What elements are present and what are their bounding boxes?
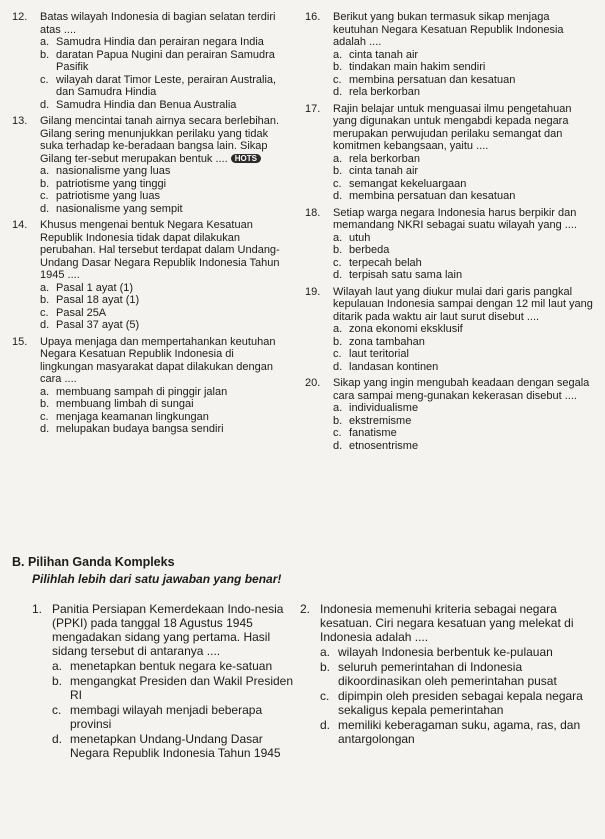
section-b-header (12, 556, 592, 593)
question-number: 18. (305, 206, 321, 219)
option[interactable]: a. Samudra Hindia dan perairan negara India (40, 36, 264, 48)
option[interactable]: a. cinta tanah air (333, 48, 419, 61)
question-number: 15. (12, 335, 28, 348)
hots-badge: HOTS (231, 154, 261, 163)
option[interactable]: b. mengangkat Presiden dan Wakil Presiden RI (52, 674, 294, 702)
question-number: 12. (12, 11, 28, 23)
question-text: Setiap warga negara Indonesia harus berpikir dan memandang NKRI sebagai suatu wilayah yang .... (333, 206, 577, 231)
option[interactable]: d. Samudra Hindia dan Benua Australia (40, 98, 237, 111)
option[interactable]: d. melupakan budaya bangsa sendiri (40, 423, 224, 435)
question-17 (305, 103, 595, 203)
option[interactable]: c. laut teritorial (333, 348, 409, 360)
option[interactable]: d. nasionalisme yang sempit (40, 202, 183, 215)
option[interactable]: b. daratan Papua Nugini dan perairan Samudra Pasifik (40, 48, 275, 73)
option[interactable]: a. wilayah Indonesia berbentuk ke-pulauan (320, 645, 553, 659)
option[interactable]: b. zona tambahan (333, 335, 425, 348)
option[interactable]: b. Pasal 18 ayat (1) (40, 294, 140, 306)
question-number: 20. (305, 377, 321, 389)
option[interactable]: b. berbeda (333, 244, 390, 256)
question-text: Sikap yang ingin mengubah keadaan dengan segala cara sampai meng-gunakan kekerasan disebut .... (333, 377, 590, 402)
question-number: 19. (305, 285, 321, 298)
question-text: Indonesia memenuhi kriteria sebagai negara kesatuan. Ciri negara kesatuan yang melekat di Indonesia adalah .... (320, 602, 574, 644)
question-13 (12, 115, 282, 215)
question-text: Berikut yang bukan termasuk sikap menjaga keutuhan Negara Kesatuan Republik Indonesia adalah .... (333, 11, 564, 48)
option[interactable]: d. terpisah satu sama lain (333, 269, 463, 281)
option[interactable]: c. patriotisme yang luas (40, 190, 160, 202)
option[interactable]: d. membina persatuan dan kesatuan (333, 190, 516, 202)
option[interactable]: d. rela berkorban (333, 86, 420, 98)
left-column (12, 11, 282, 440)
option[interactable]: b. patriotisme yang tinggi (40, 177, 167, 190)
option[interactable]: a. utuh (333, 231, 371, 244)
question-16 (305, 11, 595, 99)
option[interactable]: a. membuang sampah di pinggir jalan (40, 385, 228, 398)
option[interactable]: c. fanatisme (333, 427, 397, 439)
option[interactable]: c. membagi wilayah menjadi beberapa provinsi (52, 703, 263, 731)
question-text: Gilang mencintai tanah airnya secara berlebihan. Gilang sering menunjukkan perilaku yang tidak suka terhadap ke-beradaan bangsa lain. Sikap Gilang ter-sebut merupakan bentuk .... (40, 115, 280, 165)
question-number: 13. (12, 115, 28, 127)
question-text: Wilayah laut yang diukur mulai dari garis pangkal kepulauan Indonesia sampai dengan 12 mil laut yang ditarik pada waktu air laut surut disebut .... (333, 285, 593, 323)
option[interactable]: c. membina persatuan dan kesatuan (333, 73, 516, 86)
option[interactable]: c. terpecah belah (333, 256, 422, 269)
option[interactable]: c. dipimpin oleh presiden sebagai kepala negara sekaligus kepala pemerintahan (320, 689, 583, 717)
question-text: Panitia Persiapan Kemerdekaan Indo-nesia (PPKI) pada tanggal 18 Agustus 1945 mengadakan sidang yang pertama. Hasil sidang tersebut di antaranya .... (52, 602, 284, 658)
question-number: 16. (305, 11, 321, 23)
option[interactable]: b. membuang limbah di sungai (40, 398, 194, 410)
option[interactable]: b. seluruh pemerintahan di Indonesia dikoordinasikan oleh pemerintahan pusat (320, 660, 557, 688)
section-title: B. Pilihan Ganda Kompleks (12, 555, 175, 569)
option[interactable]: b. ekstremisme (333, 414, 412, 427)
question-text: Rajin belajar untuk menguasai ilmu pengetahuan yang digunakan untuk mengabdi kepada negara merupakan perwujudan perilaku semangat dan komitmen kebangsaan, yaitu .... (333, 102, 572, 152)
option[interactable]: a. nasionalisme yang luas (40, 165, 171, 177)
question-15 (12, 336, 282, 436)
option[interactable]: d. landasan kontinen (333, 360, 439, 373)
right-column (305, 11, 595, 456)
question-20 (305, 377, 595, 452)
option[interactable]: a. zona ekonomi eksklusif (333, 323, 463, 335)
question-12 (12, 11, 282, 111)
question-number: 14. (12, 219, 28, 231)
option[interactable]: c. Pasal 25A (40, 306, 107, 319)
option[interactable]: d. Pasal 37 ayat (5) (40, 319, 140, 331)
complex-question-2 (300, 602, 595, 747)
option[interactable]: a. individualisme (333, 402, 419, 414)
section-instruction: Pilihlah lebih dari satu jawaban yang benar! (32, 571, 282, 586)
option[interactable]: b. cinta tanah air (333, 165, 419, 177)
question-text: Khusus mengenai bentuk Negara Kesatuan Republik Indonesia tidak dapat dilakukan perubahan. Hal tersebut terdapat dalam Undang-Undang Dasar Negara Republik Indonesia Tahun 1945 .... (40, 219, 280, 281)
question-text: Upaya menjaga dan mempertahankan keutuhan Negara Kesatuan Republik Indonesia di lingkungan masyarakat dapat dilakukan dengan cara .... (40, 335, 276, 385)
question-18 (305, 207, 595, 282)
option[interactable]: d. memiliki keberagaman suku, agama, ras, dan antargolongan (320, 718, 581, 746)
question-text: Batas wilayah Indonesia di bagian selatan terdiri atas .... (40, 11, 276, 36)
option[interactable]: a. Pasal 1 ayat (1) (40, 281, 134, 294)
option[interactable]: b. tindakan main hakim sendiri (333, 61, 486, 73)
option[interactable]: c. semangat kekeluargaan (333, 177, 467, 190)
question-number: 1. (32, 602, 43, 616)
option[interactable]: d. etnosentrisme (333, 439, 419, 452)
question-19 (305, 286, 595, 374)
option[interactable]: a. menetapkan bentuk negara ke-satuan (52, 659, 273, 673)
question-14 (12, 219, 282, 332)
question-number: 17. (305, 102, 321, 115)
option[interactable]: d. menetapkan Undang-Undang Dasar Negara Republik Indonesia Tahun 1945 (52, 732, 281, 760)
option[interactable]: c. menjaga keamanan lingkungan (40, 410, 209, 423)
complex-question-1 (32, 602, 294, 761)
question-number: 2. (300, 602, 311, 616)
option[interactable]: a. rela berkorban (333, 152, 420, 165)
option[interactable]: c. wilayah darat Timor Leste, perairan Australia, dan Samudra Hindia (40, 73, 277, 98)
